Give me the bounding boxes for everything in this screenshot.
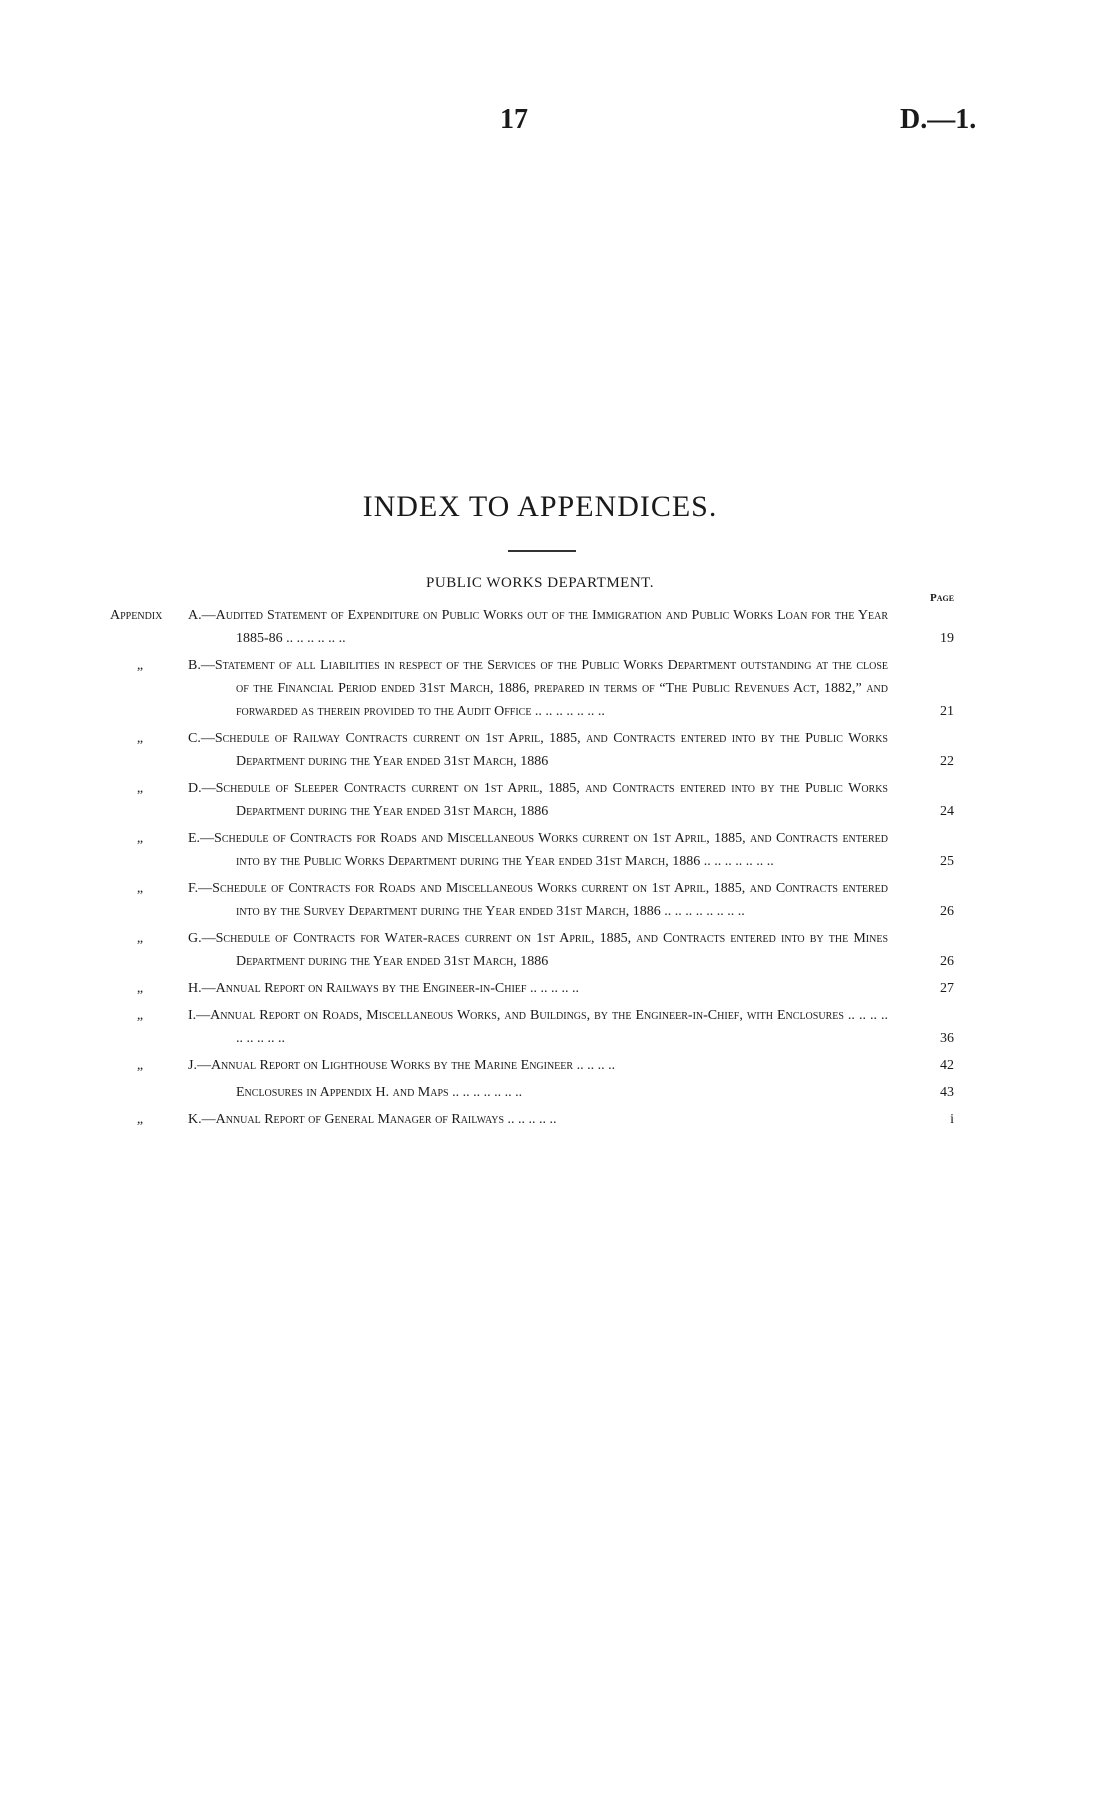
index-entry-a (110, 604, 960, 650)
entry-text: A.—Audited Statement of Expenditure on Public Works out of the Immigration and Public Works Loan for the Year 1885-86 .. .. .. .. .. .. (188, 608, 888, 646)
entry-text: K.—Annual Report of General Manager of Railways .. .. .. .. .. (188, 1112, 557, 1127)
index-entry-b (110, 654, 960, 723)
index-entry-j (110, 1054, 960, 1077)
entry-page: 42 (940, 1058, 954, 1073)
page-title: INDEX TO APPENDICES. (362, 490, 718, 523)
entry-prefix: „ (136, 731, 144, 746)
title-rule (508, 550, 576, 552)
entry-prefix: „ (136, 831, 144, 846)
entry-text: D.—Schedule of Sleeper Contracts current on 1st April, 1885, and Contracts entered into by the Public Works Department during the Year ended 31st March, 1886 (188, 781, 888, 819)
index-entry-enclosures (110, 1081, 960, 1104)
entry-text: E.—Schedule of Contracts for Roads and Miscellaneous Works current on 1st April, 1885, and Contracts entered into by the Public Works Department during the Year ended 31st March, 1886 .. .. .. .. .. .. .. (188, 831, 888, 869)
entry-page: 19 (940, 631, 954, 646)
index-entry-i (110, 1004, 960, 1050)
index-entry-d (110, 777, 960, 823)
entry-text: Enclosures in Appendix H. and Maps .. .. .. .. .. .. .. (236, 1085, 523, 1100)
entry-page: 25 (940, 854, 954, 869)
index-entry-h (110, 977, 960, 1000)
entry-prefix: „ (136, 781, 144, 796)
entry-text: J.—Annual Report on Lighthouse Works by the Marine Engineer .. .. .. .. (188, 1058, 616, 1073)
entry-text: H.—Annual Report on Railways by the Engineer-in-Chief .. .. .. .. .. (188, 981, 579, 996)
entry-prefix: „ (136, 658, 144, 673)
entry-page: 26 (940, 904, 954, 919)
entry-text: I.—Annual Report on Roads, Miscellaneous Works, and Buildings, by the Engineer-in-Chief, with Enclosures .. .. .. .. .. .. .. .. .. (188, 1008, 888, 1046)
index-entry-f (110, 877, 960, 923)
entry-prefix: „ (136, 981, 144, 996)
department-heading: PUBLIC WORKS DEPARTMENT. (426, 575, 654, 591)
index-entry-k (110, 1108, 960, 1131)
entry-prefix: „ (136, 931, 144, 946)
appendix-index-list (110, 604, 960, 1135)
entry-text: B.—Statement of all Liabilities in respect of the Services of the Public Works Department outstanding at the close of the Financial Period ended 31st March, 1886, prepared in terms of “The Public Revenues Act, 1882,” and forwarded as therein provided to the Audit Office .. .. .. .. .. .. .. (188, 658, 888, 719)
entry-page: i (950, 1112, 954, 1127)
entry-page: 36 (940, 1031, 954, 1046)
entry-page: 26 (940, 954, 954, 969)
entry-page: 21 (940, 704, 954, 719)
entry-page: 27 (940, 981, 954, 996)
entry-text: C.—Schedule of Railway Contracts current on 1st April, 1885, and Contracts entered into by the Public Works Department during the Year ended 31st March, 1886 (188, 731, 888, 769)
entry-prefix: „ (136, 1112, 144, 1127)
entry-text: G.—Schedule of Contracts for Water-races current on 1st April, 1885, and Contracts entered into by the Mines Department during the Year ended 31st March, 1886 (188, 931, 888, 969)
entry-prefix: „ (136, 881, 144, 896)
entry-page: 24 (940, 804, 954, 819)
index-entry-c (110, 727, 960, 773)
index-entry-g (110, 927, 960, 973)
entry-page: 22 (940, 754, 954, 769)
document-code: D.—1. (900, 104, 977, 135)
entry-prefix: Appendix (110, 608, 163, 623)
entry-prefix: „ (136, 1008, 144, 1023)
page-column-header: Page (930, 592, 955, 604)
page-number: 17 (500, 104, 528, 135)
entry-page: 43 (940, 1085, 954, 1100)
entry-prefix: „ (136, 1058, 144, 1073)
index-entry-e (110, 827, 960, 873)
entry-text: F.—Schedule of Contracts for Roads and Miscellaneous Works current on 1st April, 1885, and Contracts entered into by the Survey Department during the Year ended 31st March, 1886 .. .. .. .. .. .. .. .. (188, 881, 888, 919)
